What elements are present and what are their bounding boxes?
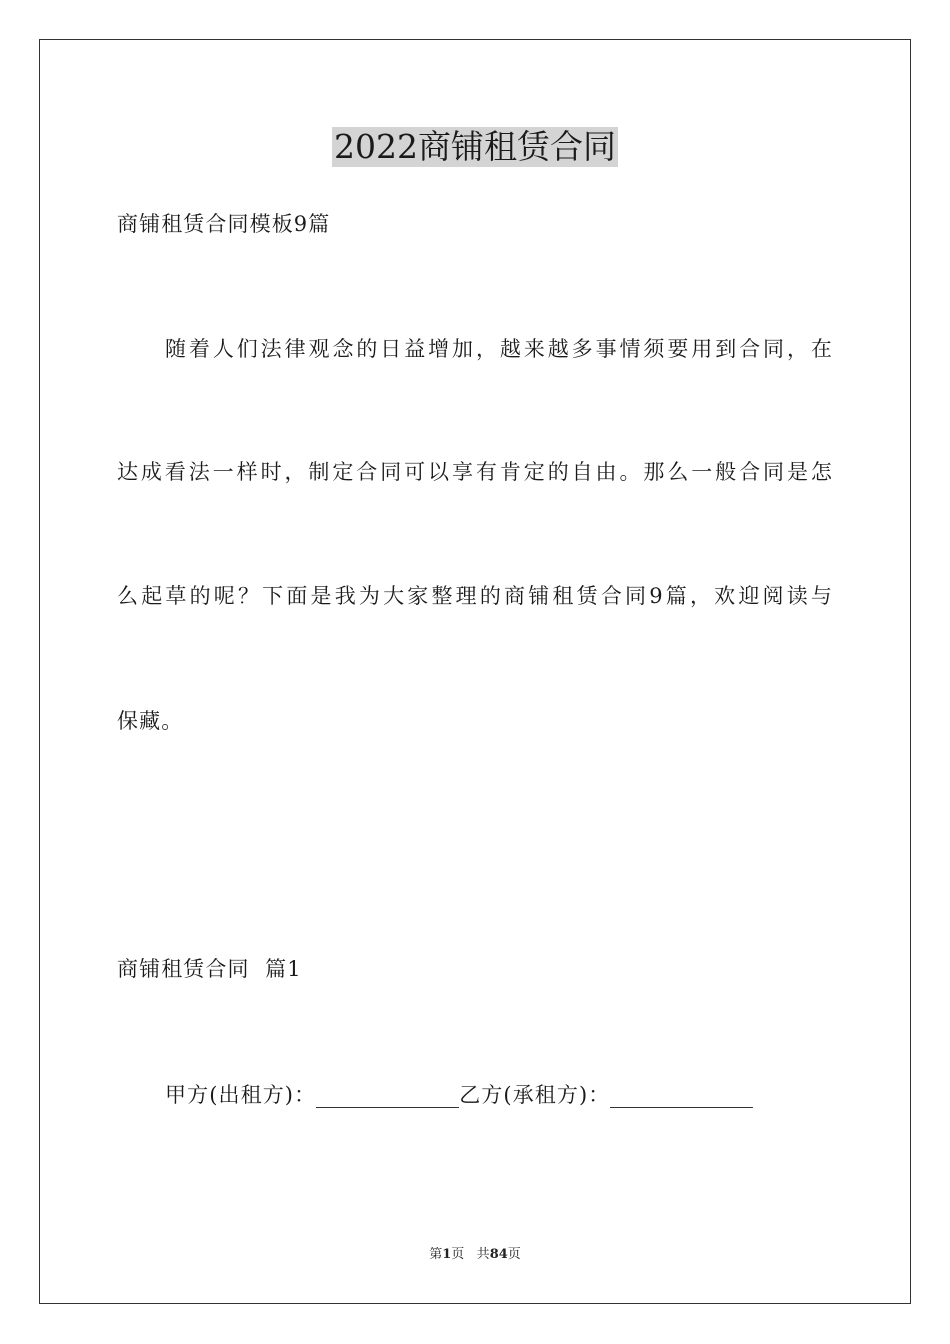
intro-line-1: 随着人们法律观念的日益增加，越来越多事情须要用到合同，在 [165,337,833,361]
document-subtitle: 商铺租赁合同模板9篇 [117,212,331,236]
footer-page-suffix: 页 [451,1247,465,1262]
party-b-label: 乙方(承租方)： [459,1083,611,1107]
intro-line-3: 么起草的呢？下面是我为大家整理的商铺租赁合同9篇，欢迎阅读与 [117,584,833,608]
title-container [0,127,950,167]
footer-total-prefix: 共 [476,1247,490,1262]
footer-total-pages: 84 [489,1247,508,1262]
party-a-blank [316,1087,459,1108]
intro-line-4: 保藏。 [117,709,184,733]
section-heading: 商铺租赁合同 篇1 [117,957,302,981]
document-title: 2022商铺租赁合同 [334,127,616,166]
party-a-label: 甲方(出租方)： [165,1083,317,1107]
party-b-blank [610,1087,753,1108]
intro-line-2: 达成看法一样时，制定合同可以享有肯定的自由。那么一般合同是怎 [117,460,833,484]
footer-page-number: 1 [442,1247,452,1262]
footer-total-suffix: 页 [507,1247,521,1262]
page-footer [0,1246,950,1264]
parties-line [165,1082,753,1108]
footer-page-prefix: 第 [429,1247,443,1262]
